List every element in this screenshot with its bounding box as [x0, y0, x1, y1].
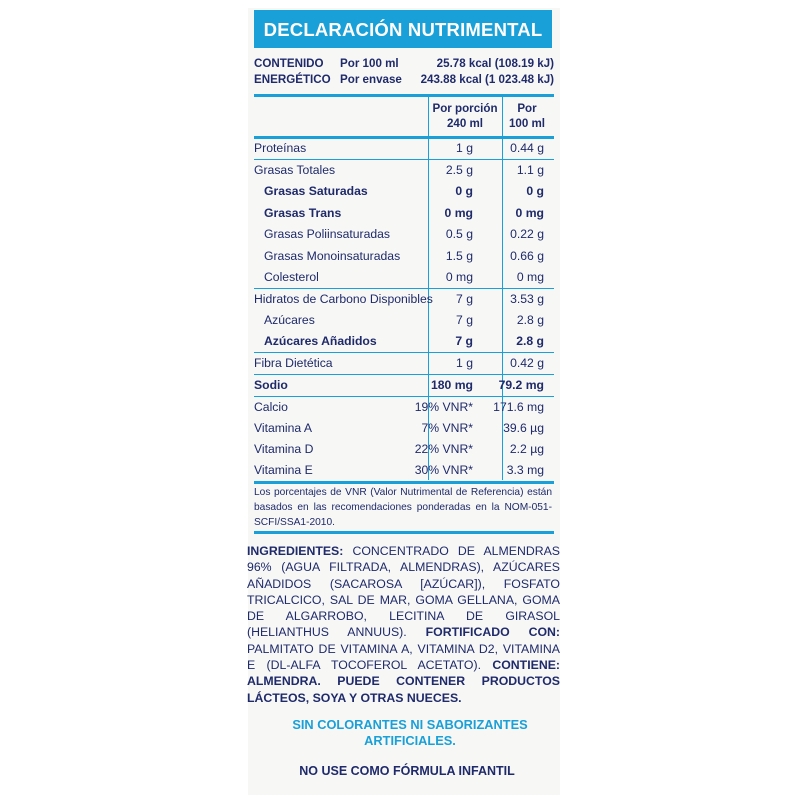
nutrient-row-vitamina-e — [254, 460, 554, 481]
nutrient-row-colesterol — [254, 267, 554, 288]
nutrient-value-portion: 0 mg — [445, 270, 473, 284]
nutrient-value-per100: 3.53 g — [510, 292, 544, 306]
nutrient-name: Azúcares — [264, 313, 315, 327]
nutrient-name: Vitamina E — [254, 463, 313, 477]
nutrient-row-vitamina-d — [254, 439, 554, 460]
nutrient-name: Grasas Poliinsaturadas — [264, 227, 390, 241]
nutrient-value-portion: 7 g — [456, 313, 473, 327]
nutrient-name: Proteínas — [254, 141, 307, 155]
nutrient-row-vitamina-a — [254, 418, 554, 439]
vnr-footnote: Los porcentajes de VNR (Valor Nutrimental de Referencia) están basados en las recomendaciones ponderadas en la NOM-051-SCFI/SSA1-2010. — [254, 487, 552, 528]
energy-perpack-label: Por envase — [340, 73, 402, 86]
fortified-text: PALMITATO DE VITAMINA A, VITAMINA D2, VITAMINA E (DL-ALFA TOCOFEROL ACETATO). — [247, 641, 560, 673]
nutrient-name: Fibra Dietética — [254, 356, 333, 370]
column-header-per100-line2: 100 ml — [508, 117, 546, 130]
nutrient-row-grasas-trans — [254, 203, 554, 224]
nutrient-value-per100: 2.8 g — [516, 313, 544, 327]
nutrient-name: Sodio — [254, 378, 288, 392]
nutrient-name: Vitamina D — [254, 442, 314, 456]
nutrient-row-grasas-totales — [254, 160, 554, 181]
nutrient-name: Vitamina A — [254, 421, 313, 435]
nutrient-value-portion: 2.5 g — [445, 163, 473, 177]
column-header-portion-line1: Por porción — [432, 102, 498, 115]
energy-label-line1: CONTENIDO — [254, 57, 324, 70]
nutrient-value-per100: 171.6 mg — [493, 400, 544, 414]
column-header-portion — [428, 101, 502, 131]
nutrient-name: Grasas Monoinsaturadas — [264, 249, 401, 263]
energy-perpack-value: 243.88 kcal (1 023.48 kJ) — [420, 73, 554, 86]
ingredients-label: INGREDIENTES: — [247, 544, 344, 558]
nutrient-row-azucares — [254, 310, 554, 331]
nutrient-value-portion: 7 g — [456, 292, 473, 306]
nutrient-value-portion: 7 g — [455, 334, 473, 348]
nutrient-value-portion: 1 g — [456, 356, 473, 370]
nutrient-row-sodio — [254, 375, 554, 396]
divider-thick — [254, 531, 554, 534]
nutrient-value-per100: 0 mg — [515, 206, 544, 220]
ingredients-block — [247, 543, 560, 706]
nutrient-row-grasas-monoinsaturadas — [254, 246, 554, 267]
infant-formula-warning: NO USE COMO FÓRMULA INFANTIL — [299, 764, 515, 778]
energy-per100-label: Por 100 ml — [340, 57, 399, 70]
nutrient-value-per100: 1.1 g — [516, 163, 544, 177]
divider-thick — [254, 94, 554, 97]
nutrient-name: Grasas Saturadas — [264, 184, 368, 198]
nutrient-row-hidratos — [254, 289, 554, 310]
nutrient-value-portion: 19% VNR* — [414, 400, 473, 414]
nutrient-row-azucares-anadidos — [254, 331, 554, 352]
nutrient-value-per100: 0.42 g — [510, 356, 544, 370]
column-header-per100 — [502, 101, 552, 131]
nutrient-value-portion: 0.5 g — [445, 227, 473, 241]
nutrient-row-calcio — [254, 397, 554, 418]
nutrient-value-portion: 30% VNR* — [414, 463, 473, 477]
nutrient-row-grasas-saturadas — [254, 181, 554, 202]
nutrient-name: Colesterol — [264, 270, 319, 284]
fortified-label: FORTIFICADO CON: — [425, 625, 560, 640]
nutrient-name: Grasas Totales — [254, 163, 336, 177]
nutrient-value-portion: 0 g — [455, 184, 473, 198]
nutrient-value-per100: 0 g — [526, 184, 544, 198]
energy-per100-value: 25.78 kcal (108.19 kJ) — [436, 57, 554, 70]
nutrient-value-per100: 0 mg — [516, 270, 544, 284]
nutrient-value-portion: 22% VNR* — [414, 442, 473, 456]
nutrient-value-per100: 2.8 g — [516, 334, 544, 348]
nutrition-title: DECLARACIÓN NUTRIMENTAL — [254, 10, 552, 48]
nutrient-value-portion: 7% VNR* — [421, 421, 473, 435]
column-header-portion-line2: 240 ml — [446, 117, 484, 130]
nutrient-value-per100: 2.2 µg — [509, 442, 544, 456]
nutrient-row-proteinas — [254, 138, 554, 159]
nutrient-value-per100: 0.22 g — [510, 227, 544, 241]
contains-allergens: CONTIENE: ALMENDRA. PUEDE CONTENER PRODUCTOS LÁCTEOS, SOYA Y OTRAS NUECES. — [247, 658, 560, 705]
nutrient-value-per100: 79.2 mg — [498, 378, 544, 392]
nutrient-name: Azúcares Añadidos — [264, 334, 377, 348]
nutrient-value-per100: 0.66 g — [510, 249, 544, 263]
nutrient-value-per100: 39.6 µg — [503, 421, 544, 435]
nutrient-value-portion: 1.5 g — [445, 249, 473, 263]
nutrient-value-per100: 0.44 g — [510, 141, 544, 155]
nutrient-name: Hidratos de Carbono Disponibles — [254, 292, 433, 306]
column-header-per100-line1: Por — [517, 102, 537, 115]
ingredients-text: CONCENTRADO DE ALMENDRAS 96% (AGUA FILTRADA, ALMENDRAS), AZÚCARES AÑADIDOS (SACAROSA [AZÚCAR]), FOSFATO TRICALCICO, SAL DE MAR, GOMA GELLANA, GOMA DE ALGARROBO, LECITINA DE GIRASOL (HELIANTHUS ANNUUS). — [247, 544, 560, 640]
energy-label-line2: ENERGÉTICO — [254, 73, 331, 86]
nutrient-value-portion: 0 mg — [444, 206, 473, 220]
nutrient-row-fibra — [254, 353, 554, 374]
divider-thick — [254, 481, 554, 484]
nutrient-name: Calcio — [254, 400, 288, 414]
nutrient-value-per100: 3.3 mg — [506, 463, 544, 477]
nutrient-name: Grasas Trans — [264, 206, 342, 220]
no-additives-claim: SIN COLORANTES NI SABORIZANTES ARTIFICIALES. — [292, 717, 528, 748]
nutrient-row-grasas-poliinsaturadas — [254, 224, 554, 245]
nutrient-value-portion: 1 g — [456, 141, 473, 155]
energy-content-block — [254, 57, 554, 91]
nutrient-value-portion: 180 mg — [430, 378, 473, 392]
